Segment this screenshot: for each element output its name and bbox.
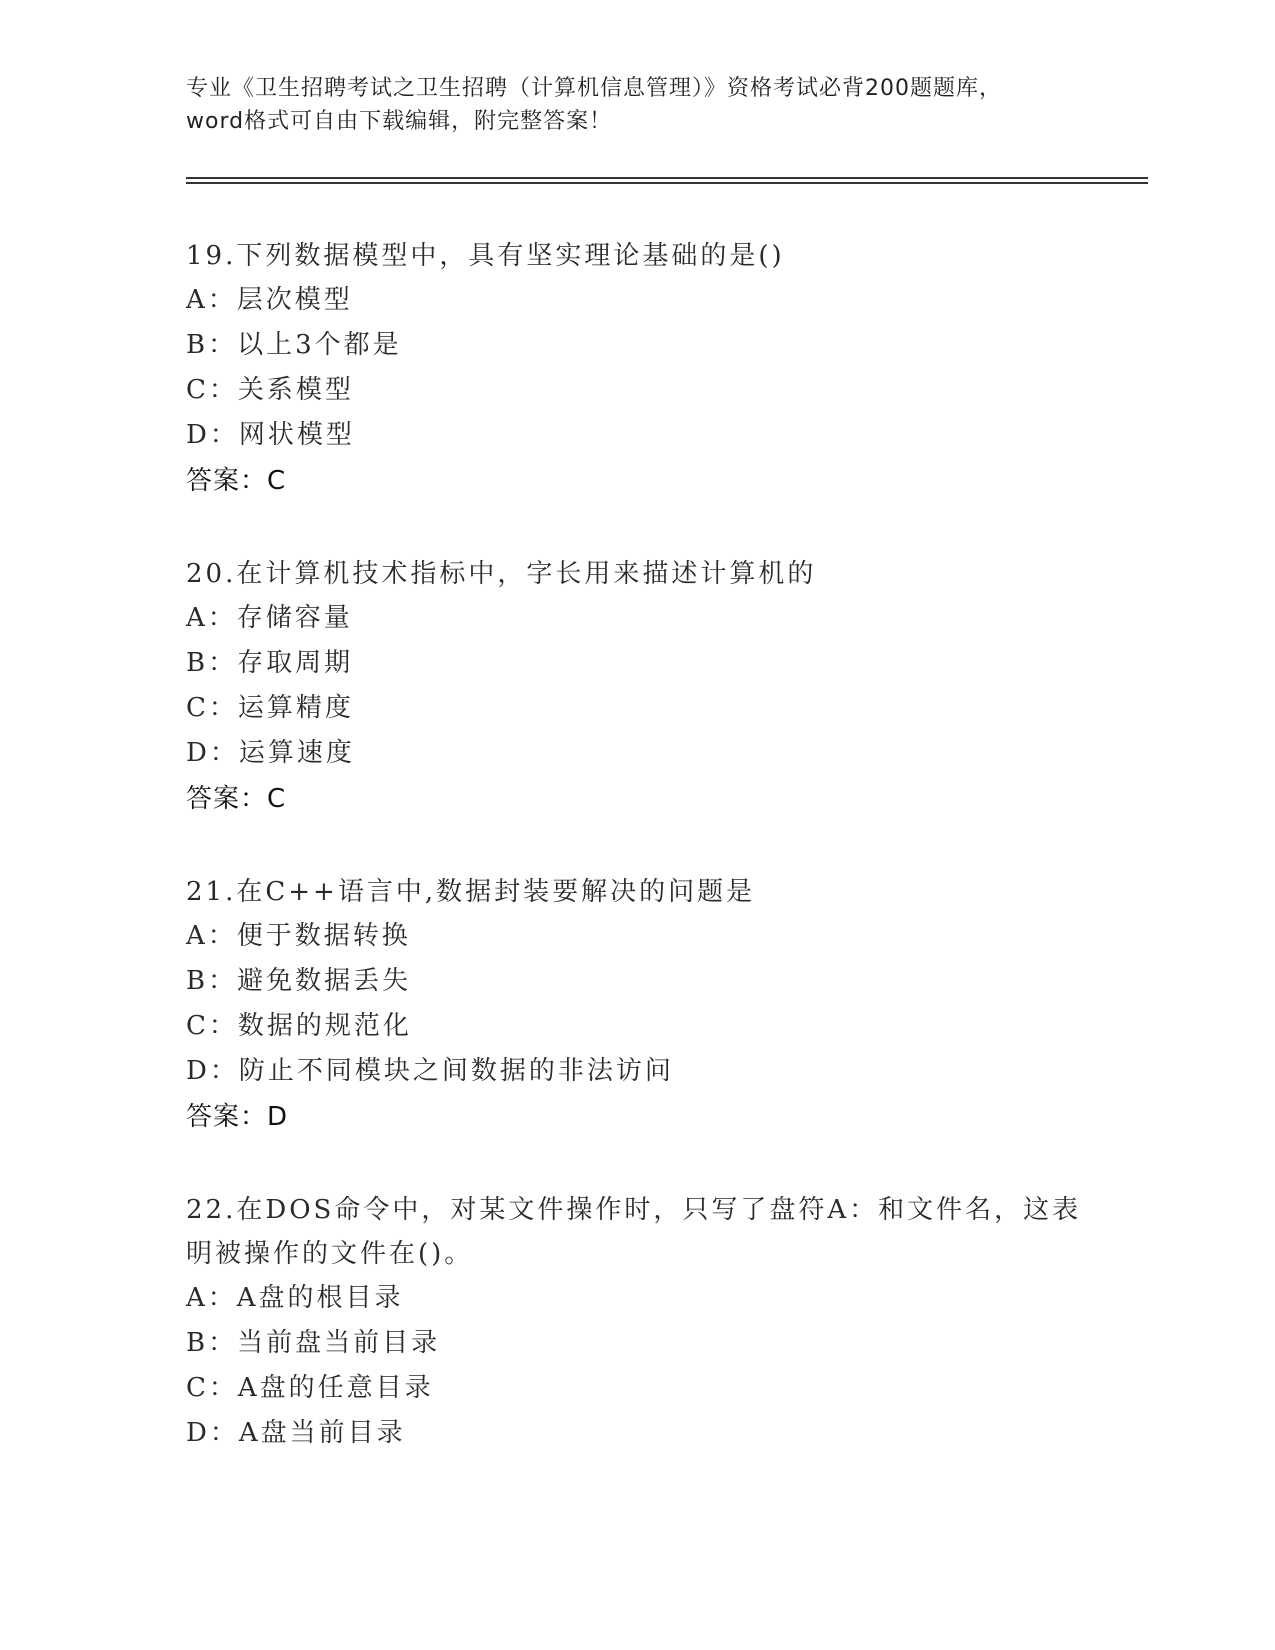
header-divider-bottom <box>186 182 1148 184</box>
question-20 <box>186 552 1086 822</box>
option-d: D：网状模型 <box>186 420 355 450</box>
header-divider-top <box>186 177 1148 179</box>
option-b: B：存取周期 <box>186 648 354 678</box>
answer: 答案：C <box>186 466 287 496</box>
header-line-1: 专业《卫生招聘考试之卫生招聘（计算机信息管理）》资格考试必背200题题库， <box>186 76 1002 101</box>
option-c: C：数据的规范化 <box>186 1011 412 1041</box>
option-d: D：运算速度 <box>186 738 355 768</box>
option-c: C：运算精度 <box>186 693 354 723</box>
option-b: B：当前盘当前目录 <box>186 1328 441 1358</box>
question-19 <box>186 234 1086 504</box>
question-21 <box>186 870 1086 1140</box>
question-stem: 20.在计算机技术指标中，字长用来描述计算机的 <box>186 559 817 589</box>
option-a: A：A盘的根目录 <box>186 1283 404 1313</box>
document-header <box>186 72 1086 138</box>
question-stem: 21.在C++语言中,数据封装要解决的问题是 <box>186 877 756 907</box>
option-d: D：A盘当前目录 <box>186 1418 406 1448</box>
question-stem: 19.下列数据模型中，具有坚实理论基础的是() <box>186 241 785 271</box>
option-b: B：避免数据丢失 <box>186 966 412 996</box>
question-stem: 22.在DOS命令中，对某文件操作时，只写了盘符A：和文件名，这表明被操作的文件在()。 <box>186 1195 1082 1269</box>
option-b: B：以上3个都是 <box>186 330 402 360</box>
option-c: C：A盘的任意目录 <box>186 1373 434 1403</box>
option-a: A：便于数据转换 <box>186 921 411 951</box>
question-22 <box>186 1188 1086 1456</box>
option-a: A：存储容量 <box>186 603 353 633</box>
option-c: C：关系模型 <box>186 375 354 405</box>
answer: 答案：C <box>186 784 287 814</box>
option-a: A：层次模型 <box>186 285 353 315</box>
answer: 答案：D <box>186 1102 289 1132</box>
header-line-2: word格式可自由下载编辑，附完整答案！ <box>186 109 613 134</box>
option-d: D：防止不同模块之间数据的非法访问 <box>186 1056 674 1086</box>
